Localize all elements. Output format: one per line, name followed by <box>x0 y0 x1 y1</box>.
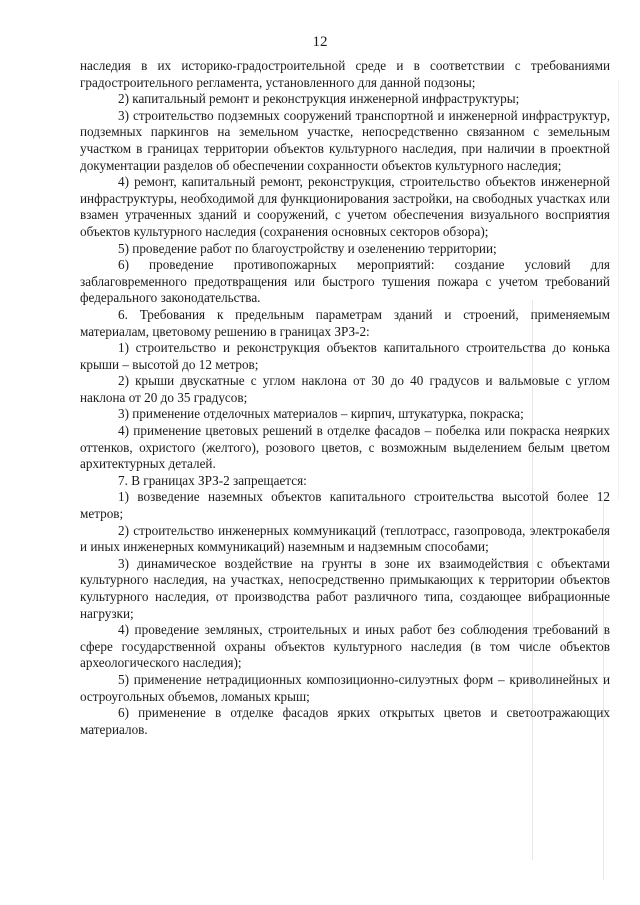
list-item: 4) ремонт, капитальный ремонт, реконструкция, строительство объектов инженерной инфраструктуры, необходимой для функционирования застройки, на свободных участках или взамен утраченных зданий и сооружений, с учетом обеспечения визуального восприятия объектов культурного наследия (сохранения основных секторов обзора); <box>80 174 610 239</box>
list-item: 4) применение цветовых решений в отделке фасадов – побелка или покраска неярких оттенков, охристого (желтого), розового цветов, с возможным выделением белым цветом архитектурных деталей. <box>80 423 610 472</box>
paragraph-continuation: наследия в их историко-градостроительной среде и в соответствии с требованиями градостроительного регламента, установленного для данной подзоны; <box>80 58 610 90</box>
list-item: 6) применение в отделке фасадов ярких открытых цветов и светоотражающих материалов. <box>80 705 610 737</box>
list-item: 1) строительство и реконструкция объектов капитального строительства до конька крыши – высотой до 12 метров; <box>80 340 610 372</box>
document-body <box>80 58 610 738</box>
list-item: 3) строительство подземных сооружений транспортной и инженерной инфраструктур, подземных паркингов на земельном участке, непосредственно связанном с земельным участком в границах территории объектов культурного наследия, при наличии в проектной документации разделов об обеспечении сохранности объектов культурного наследия; <box>80 107 610 173</box>
page-number: 12 <box>312 34 328 50</box>
scan-artifact-line <box>618 80 619 500</box>
list-item: 5) проведение работ по благоустройству и озеленению территории; <box>118 240 497 256</box>
list-item: 2) крыши двускатные с углом наклона от 30 до 40 градусов и вальмовые с углом наклона от 20 до 35 градусов; <box>80 373 610 405</box>
list-item: 3) применение отделочных материалов – кирпич, штукатурка, покраска; <box>118 406 524 422</box>
section-heading-7: 7. В границах ЗРЗ-2 запрещается: <box>118 472 307 488</box>
list-item: 2) строительство инженерных коммуникаций (теплотрасс, газопровода, электрокабеля и иных инженерных коммуникаций) наземным и надземным способами; <box>80 522 610 555</box>
list-item: 2) капитальный ремонт и реконструкция инженерной инфраструктуры; <box>118 91 520 107</box>
list-item: 3) динамическое воздействие на грунты в зоне их взаимодействия с объектами культурного наследия, на участках, непосредственно примыкающих к территории объектов культурного наследия, от производства работ различного типа, создающее вибрационные нагрузки; <box>80 555 610 621</box>
list-item: 1) возведение наземных объектов капитального строительства высотой более 12 метров; <box>80 489 610 522</box>
list-item: 6) проведение противопожарных мероприятий: создание условий для заблаговременного предотвращения или быстрого тушения пожара с учетом требований федерального законодательства. <box>80 257 610 306</box>
section-heading-6: 6. Требования к предельным параметрам зданий и строений, применяемым материалам, цветовому решению в границах ЗРЗ-2: <box>80 306 610 339</box>
list-item: 5) применение нетрадиционных композиционно-силуэтных форм – криволинейных и остроугольных объемов, ломаных крыш; <box>80 671 610 704</box>
list-item: 4) проведение земляных, строительных и иных работ без соблюдения требований в сфере государственной охраны объектов культурного наследия (в том числе объектов археологического наследия); <box>80 622 610 671</box>
